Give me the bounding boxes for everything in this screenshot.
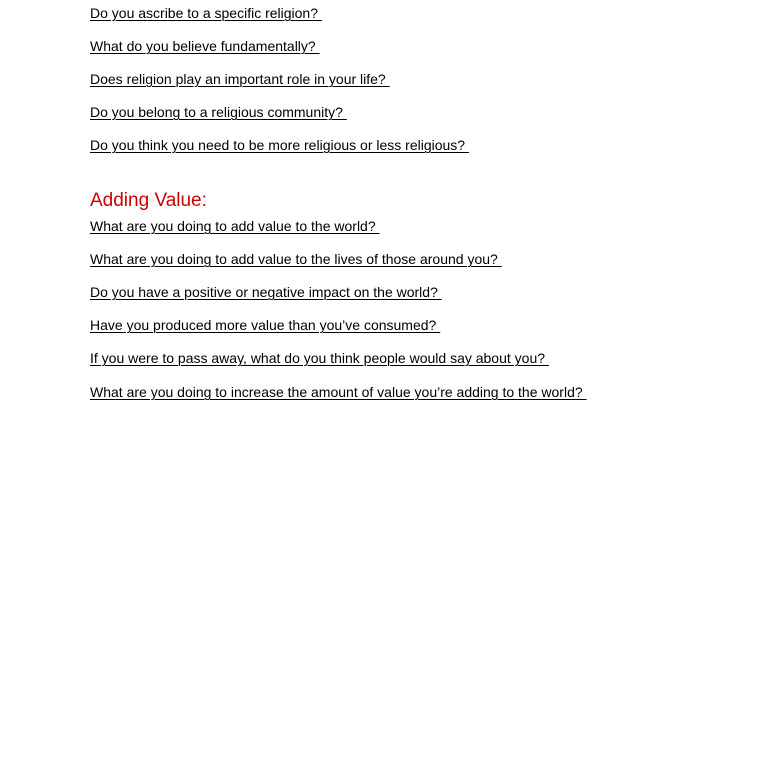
religion-question: Do you think you need to be more religious or less religious? (90, 137, 469, 153)
adding-value-question: Have you produced more value than you’ve consumed? (90, 317, 441, 333)
adding-value-question: What are you doing to add value to the lives of those around you? (90, 251, 502, 267)
religion-question: What do you believe fundamentally? (90, 38, 320, 54)
adding-value-question: Do you have a positive or negative impact on the world? (90, 284, 442, 300)
religion-question: Do you belong to a religious community? (90, 104, 347, 120)
adding-value-heading: Adding Value: (90, 190, 207, 211)
adding-value-question: If you were to pass away, what do you think people would say about you? (90, 350, 549, 366)
religion-question: Do you ascribe to a specific religion? (90, 5, 322, 21)
religion-question: Does religion play an important role in your life? (90, 71, 390, 87)
adding-value-question: What are you doing to add value to the world? (90, 218, 380, 234)
adding-value-question: What are you doing to increase the amount of value you’re adding to the world? (90, 384, 587, 400)
